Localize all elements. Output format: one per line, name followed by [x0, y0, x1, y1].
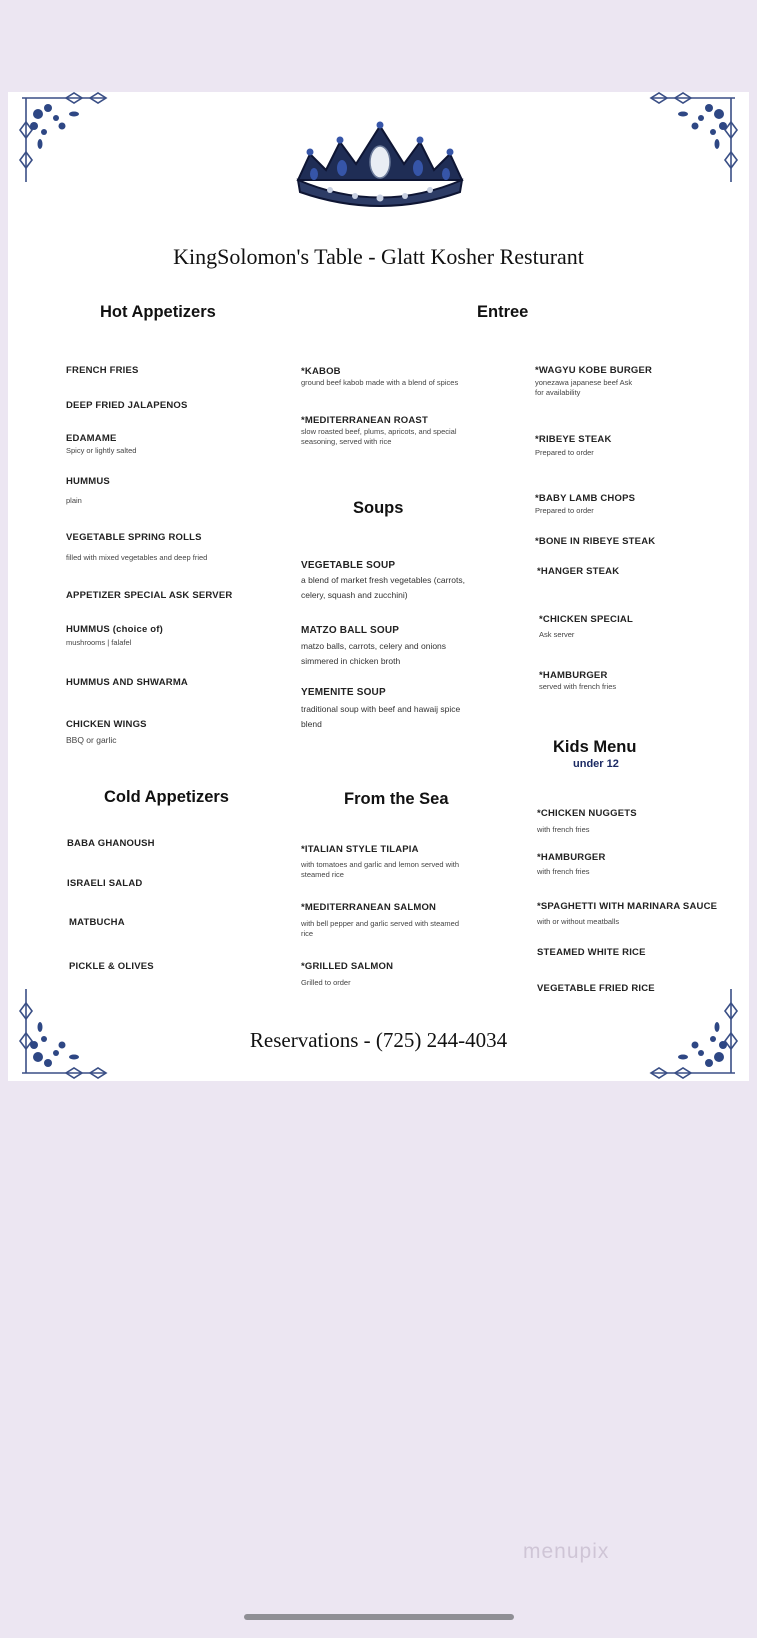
cold-appetizers-heading: Cold Appetizers	[104, 788, 229, 806]
menu-item-desc: matzo balls, carrots, celery and onions simmered in chicken broth	[301, 641, 447, 666]
menu-item-name: HUMMUS AND SHWARMA	[66, 677, 188, 688]
reservations-line: Reservations - (725) 244-4034	[249, 1028, 508, 1052]
menu-item-name: VEGETABLE SPRING ROLLS	[66, 532, 202, 543]
menu-item-desc: with french fries	[537, 867, 590, 876]
menu-item-desc: with bell pepper and garlic served with steamed rice	[301, 919, 460, 938]
menu-item-name: CHICKEN WINGS	[66, 719, 147, 730]
hot-appetizers-heading: Hot Appetizers	[100, 303, 216, 321]
menu-item-name: *MEDITERRANEAN ROAST	[301, 415, 428, 426]
menu-item-desc: yonezawa japanese beef Ask for availability	[535, 378, 633, 397]
kids-menu-subheading: under 12	[573, 758, 619, 770]
soups-heading: Soups	[353, 499, 404, 517]
menu-item-name: EDAMAME	[66, 433, 117, 444]
menu-item-name: MATZO BALL SOUP	[301, 625, 400, 636]
menu-item-name: *CHICKEN SPECIAL	[539, 614, 633, 625]
menu-item-name: *RIBEYE STEAK	[535, 434, 612, 445]
floral-corner-top-left-icon	[16, 92, 116, 187]
menu-item-desc: Prepared to order	[535, 448, 594, 457]
menu-item-name: STEAMED WHITE RICE	[537, 947, 646, 958]
menu-item-name: *HANGER STEAK	[537, 566, 620, 577]
menu-item-name: HUMMUS (choice of)	[66, 624, 164, 635]
menu-item-desc: a blend of market fresh vegetables (carrots, celery, squash and zucchini)	[301, 575, 465, 600]
menu-item-name: FRENCH FRIES	[66, 365, 139, 376]
menu-item-name: *BABY LAMB CHOPS	[535, 493, 636, 504]
menu-item-name: *CHICKEN NUGGETS	[537, 808, 637, 819]
menu-item-desc: ground beef kabob made with a blend of spices	[301, 378, 459, 387]
menu-page	[8, 92, 749, 1081]
entree-heading: Entree	[477, 303, 529, 321]
menu-item-name: *HAMBURGER	[539, 670, 608, 681]
from-the-sea-heading: From the Sea	[344, 790, 449, 808]
menu-item-name: ISRAELI SALAD	[67, 878, 143, 889]
menu-item-name: *WAGYU KOBE BURGER	[535, 365, 653, 376]
crown-icon	[290, 120, 470, 212]
menu-item-name: HUMMUS	[66, 476, 110, 487]
menu-item-name: VEGETABLE FRIED RICE	[537, 983, 655, 994]
menu-item-name: *SPAGHETTI WITH MARINARA SAUCE	[537, 901, 718, 912]
watermark: menupix	[523, 1540, 610, 1563]
menu-item-name: *MEDITERRANEAN SALMON	[301, 902, 437, 913]
menu-item-name: PICKLE & OLIVES	[69, 961, 154, 972]
kids-menu-heading: Kids Menu	[553, 738, 637, 756]
menu-item-name: *HAMBURGER	[537, 852, 606, 863]
home-indicator-bar[interactable]	[244, 1614, 514, 1620]
menu-item-name: DEEP FRIED JALAPENOS	[66, 400, 188, 411]
menu-item-desc: Spicy or lightly salted	[66, 446, 137, 455]
menu-item-desc: served with french fries	[539, 682, 617, 691]
menu-item-name: *GRILLED SALMON	[301, 961, 394, 972]
menu-item-desc: plain	[66, 496, 82, 505]
menu-item-name: APPETIZER SPECIAL ASK SERVER	[66, 590, 233, 601]
menu-item-desc: Grilled to order	[301, 978, 351, 987]
menu-item-name: VEGETABLE SOUP	[301, 560, 396, 571]
menu-item-desc: slow roasted beef, plums, apricots, and special seasoning, served with rice	[301, 427, 457, 446]
menu-item-name: BABA GHANOUSH	[67, 838, 155, 849]
menu-item-desc: Ask server	[539, 630, 575, 639]
menu-item-name: MATBUCHA	[69, 917, 125, 928]
menu-item-desc: Prepared to order	[535, 506, 594, 515]
menu-item-name: *ITALIAN STYLE TILAPIA	[301, 844, 419, 855]
restaurant-title: KingSolomon's Table - Glatt Kosher Resturant	[173, 244, 584, 269]
menu-item-desc: filled with mixed vegetables and deep fried	[66, 553, 208, 562]
floral-corner-top-right-icon	[641, 92, 741, 187]
menu-item-desc: BBQ or garlic	[66, 735, 117, 745]
menu-item-desc: with or without meatballs	[537, 917, 620, 926]
menu-item-name: *KABOB	[301, 366, 341, 377]
menu-item-desc: with french fries	[537, 825, 590, 834]
menu-item-desc: mushrooms | falafel	[66, 638, 132, 647]
menu-item-name: YEMENITE SOUP	[301, 687, 386, 698]
menu-item-desc: traditional soup with beef and hawaij spice blend	[301, 704, 461, 729]
menu-item-name: *BONE IN RIBEYE STEAK	[535, 536, 656, 547]
menu-item-desc: with tomatoes and garlic and lemon served with steamed rice	[301, 860, 459, 879]
